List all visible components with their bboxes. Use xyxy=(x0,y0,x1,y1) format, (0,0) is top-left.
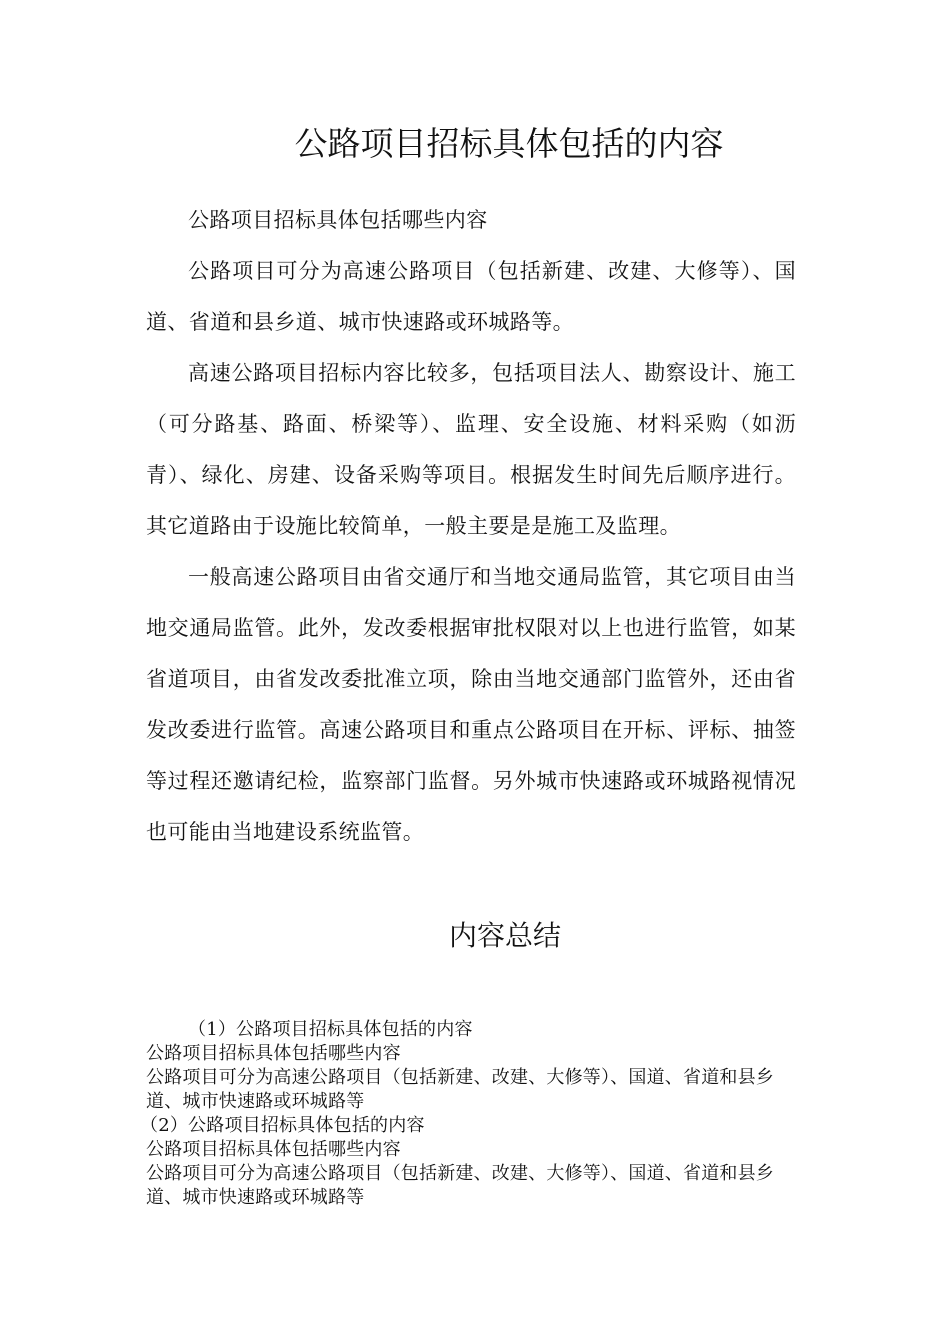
paragraph-tender-content: 高速公路项目招标内容比较多，包括项目法人、勘察设计、施工（可分路基、路面、桥梁等）、监理、安全设施、材料采购（如沥青）、绿化、房建、设备采购等项目。根据发生时间先后顺序进行。其它道路由于设施比较简单，一般主要是是施工及监理。 xyxy=(146,361,796,538)
summary-heading: 内容总结 xyxy=(448,919,561,952)
paragraph-project-types: 公路项目可分为高速公路项目（包括新建、改建、大修等）、国道、省道和县乡道、城市快速路或环城路等。 xyxy=(146,259,796,334)
summary-item-line: 公路项目可分为高速公路项目（包括新建、改建、大修等）、国道、省道和县乡道、城市快速路或环城路等 xyxy=(146,1163,774,1208)
document-body xyxy=(146,195,796,858)
summary-item-line: 公路项目招标具体包括哪些内容 xyxy=(146,1043,401,1064)
document-title: 公路项目招标具体包括的内容 xyxy=(294,124,724,163)
summary-list xyxy=(140,1018,796,1210)
summary-item-line: 公路项目招标具体包括哪些内容 xyxy=(146,1139,401,1160)
summary-item-label: （2）公路项目招标具体包括的内容 xyxy=(140,1115,425,1136)
summary-item-label: （1）公路项目招标具体包括的内容 xyxy=(188,1019,473,1040)
summary-item-line: 公路项目可分为高速公路项目（包括新建、改建、大修等）、国道、省道和县乡道、城市快速路或环城路等 xyxy=(146,1067,774,1112)
paragraph-supervision: 一般高速公路项目由省交通厅和当地交通局监管，其它项目由当地交通局监管。此外，发改委根据审批权限对以上也进行监管，如某省道项目，由省发改委批准立项，除由当地交通部门监管外，还由省发改委进行监管。高速公路项目和重点公路项目在开标、评标、抽签等过程还邀请纪检，监察部门监督。另外城市快速路或环城路视情况也可能由当地建设系统监管。 xyxy=(146,565,796,844)
paragraph-intro: 公路项目招标具体包括哪些内容 xyxy=(188,208,488,232)
